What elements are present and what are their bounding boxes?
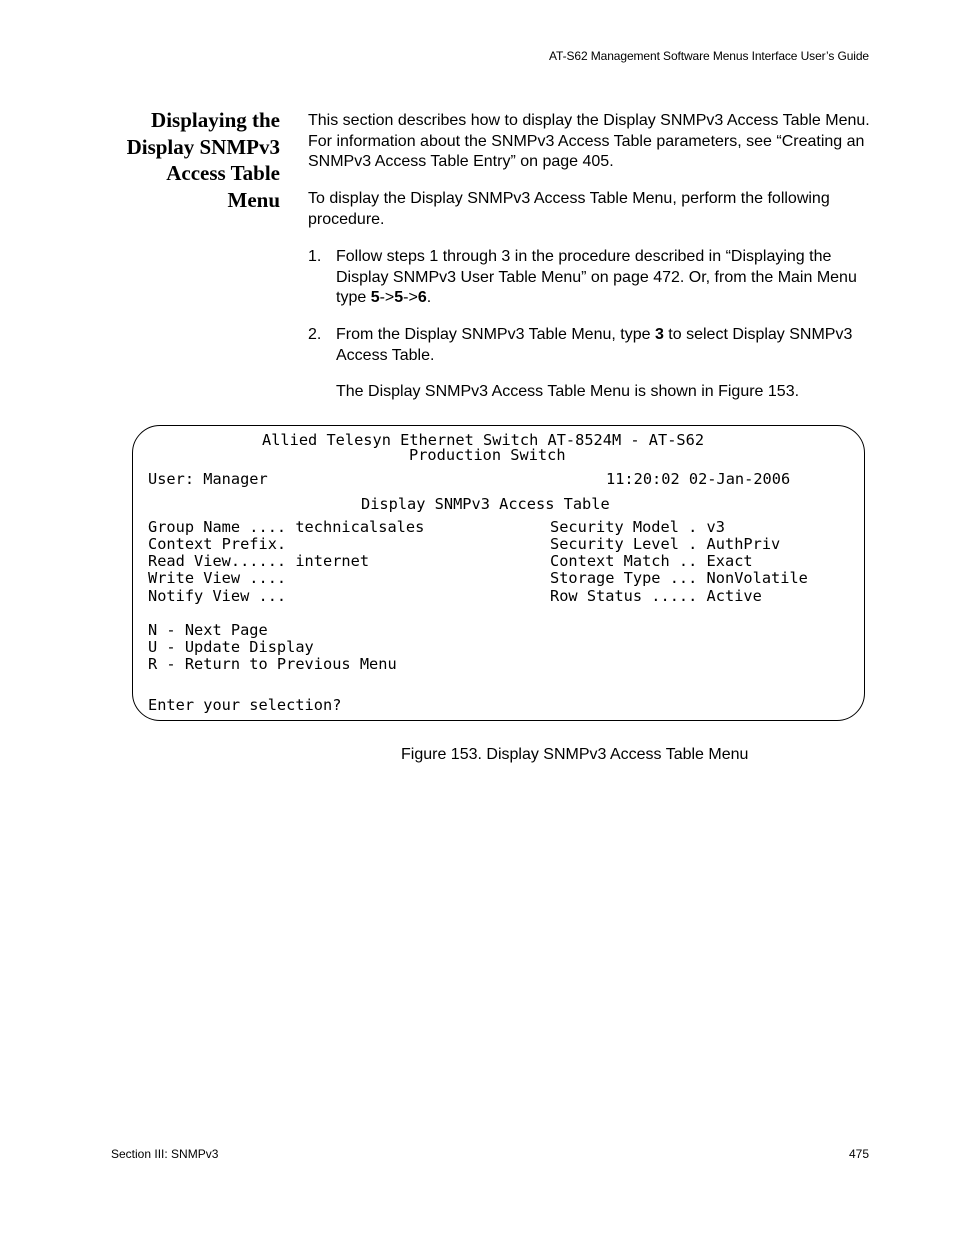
- step-text-part: Follow steps 1 through 3 in the procedure described in “Displaying the Display SNMPv3 User Table Menu” on page 472. Or, from the Main Menu type: [336, 248, 857, 306]
- step-text-part: From the Display SNMPv3 Table Menu, type: [336, 326, 655, 343]
- step-number: 1.: [308, 248, 322, 265]
- intro-paragraph: This section describes how to display the Display SNMPv3 Access Table Menu. For information about the SNMPv3 Access Table parameters, see “Creating an SNMPv3 Access Table Entry” on page 405.: [308, 112, 870, 170]
- selection-prompt[interactable]: Enter your selection?: [148, 696, 342, 714]
- step-number: 2.: [308, 326, 322, 343]
- result-text: The Display SNMPv3 Access Table Menu is shown in Figure 153.: [336, 383, 800, 400]
- menu-option-update-display[interactable]: U - Update Display: [148, 638, 314, 656]
- terminal-user: User: Manager: [148, 470, 268, 488]
- page-number: 475: [848, 1147, 869, 1161]
- running-header: AT-S62 Management Software Menus Interface User’s Guide: [549, 49, 869, 63]
- menu-key: 5: [394, 289, 404, 306]
- menu-key: 6: [417, 289, 427, 306]
- menu-key: 5: [370, 289, 380, 306]
- field-group-name: Group Name .... technicalsales: [148, 518, 425, 536]
- menu-separator: ->: [403, 289, 418, 306]
- terminal-menu-title: Display SNMPv3 Access Table: [361, 495, 610, 513]
- menu-option-next-page[interactable]: N - Next Page: [148, 621, 268, 639]
- terminal-subtitle: Production Switch: [409, 446, 566, 464]
- field-security-level: Security Level . AuthPriv: [550, 535, 781, 553]
- field-storage-type: Storage Type ... NonVolatile: [550, 569, 808, 587]
- terminal-timestamp: 11:20:02 02-Jan-2006: [606, 470, 791, 488]
- heading-line: Access Table: [166, 161, 280, 185]
- terminal-screen: [132, 425, 865, 721]
- heading-line: Display SNMPv3: [126, 134, 280, 159]
- field-write-view: Write View ....: [148, 569, 287, 587]
- heading-line: Menu: [227, 187, 280, 212]
- field-context-prefix: Context Prefix.: [148, 535, 287, 553]
- step-text: [336, 325, 873, 366]
- menu-key: 3: [654, 326, 664, 343]
- procedure-paragraph: To display the Display SNMPv3 Access Table Menu, perform the following procedure.: [308, 190, 830, 228]
- field-context-match: Context Match .. Exact: [550, 552, 753, 570]
- footer-section: Section III: SNMPv3: [111, 1147, 219, 1161]
- step-text-part: to select Display SNMPv3 Access Table.: [336, 326, 853, 364]
- field-row-status: Row Status ..... Active: [550, 587, 762, 605]
- terminal-title: Allied Telesyn Ethernet Switch AT-8524M - AT-S62: [262, 431, 705, 449]
- step-text-part: .: [426, 289, 432, 306]
- heading-line: Displaying the: [151, 108, 280, 132]
- field-notify-view: Notify View ...: [148, 587, 287, 605]
- section-heading: [90, 107, 280, 213]
- figure-caption: Figure 153. Display SNMPv3 Access Table Menu: [401, 746, 749, 763]
- field-read-view: Read View...... internet: [148, 552, 370, 570]
- step-text: [336, 247, 873, 309]
- menu-separator: ->: [379, 289, 395, 306]
- field-security-model: Security Model . v3: [550, 518, 725, 536]
- menu-option-return[interactable]: R - Return to Previous Menu: [148, 655, 397, 673]
